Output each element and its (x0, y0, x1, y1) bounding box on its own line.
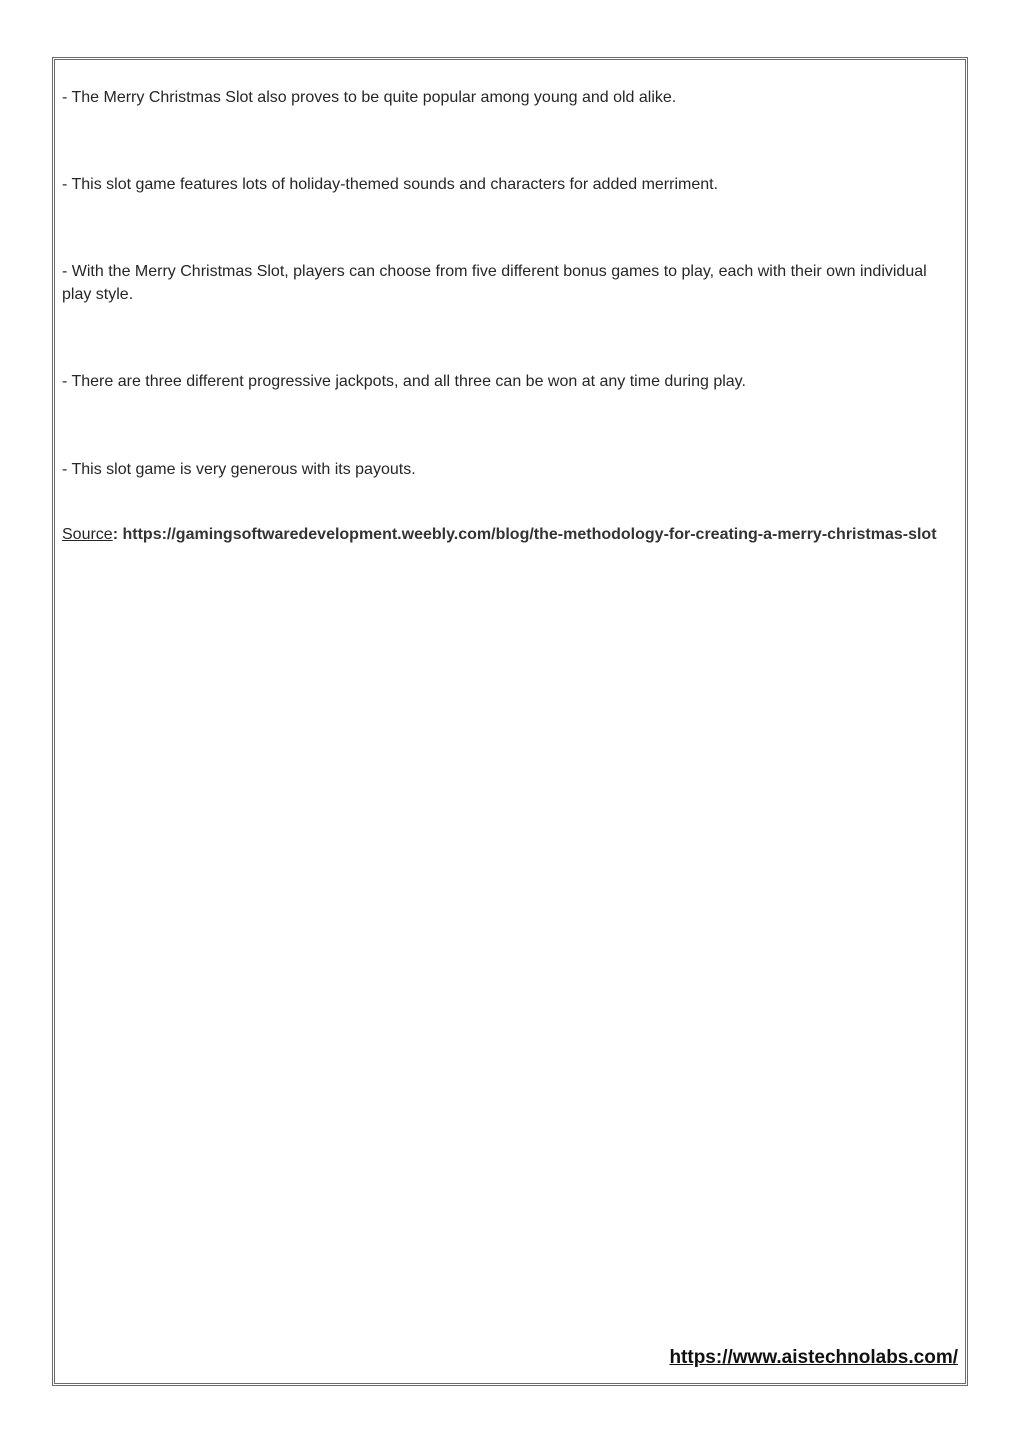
paragraph-jackpots: - There are three different progressive jackpots, and all three can be won at any time during play. (62, 373, 746, 390)
paragraph-popularity: - The Merry Christmas Slot also proves to be quite popular among young and old alike. (62, 89, 677, 106)
footer-website-link[interactable]: https://www.aistechnolabs.com/ (669, 1347, 958, 1368)
paragraph-sounds: - This slot game features lots of holiday-themed sounds and characters for added merriment. (62, 176, 719, 193)
paragraph-payouts: - This slot game is very generous with its payouts. (62, 461, 416, 478)
source-citation (62, 523, 967, 546)
source-link[interactable]: https://gamingsoftwaredevelopment.weebly.com/blog/the-methodology-for-creating-a-merry-christmas-slot (122, 526, 937, 543)
paragraph-bonus-games: - With the Merry Christmas Slot, players can choose from five different bonus games to play, each with their own individual play style. (62, 263, 927, 303)
source-separator: : (112, 526, 123, 543)
source-label: Source (62, 526, 113, 543)
page-border (52, 57, 968, 1386)
